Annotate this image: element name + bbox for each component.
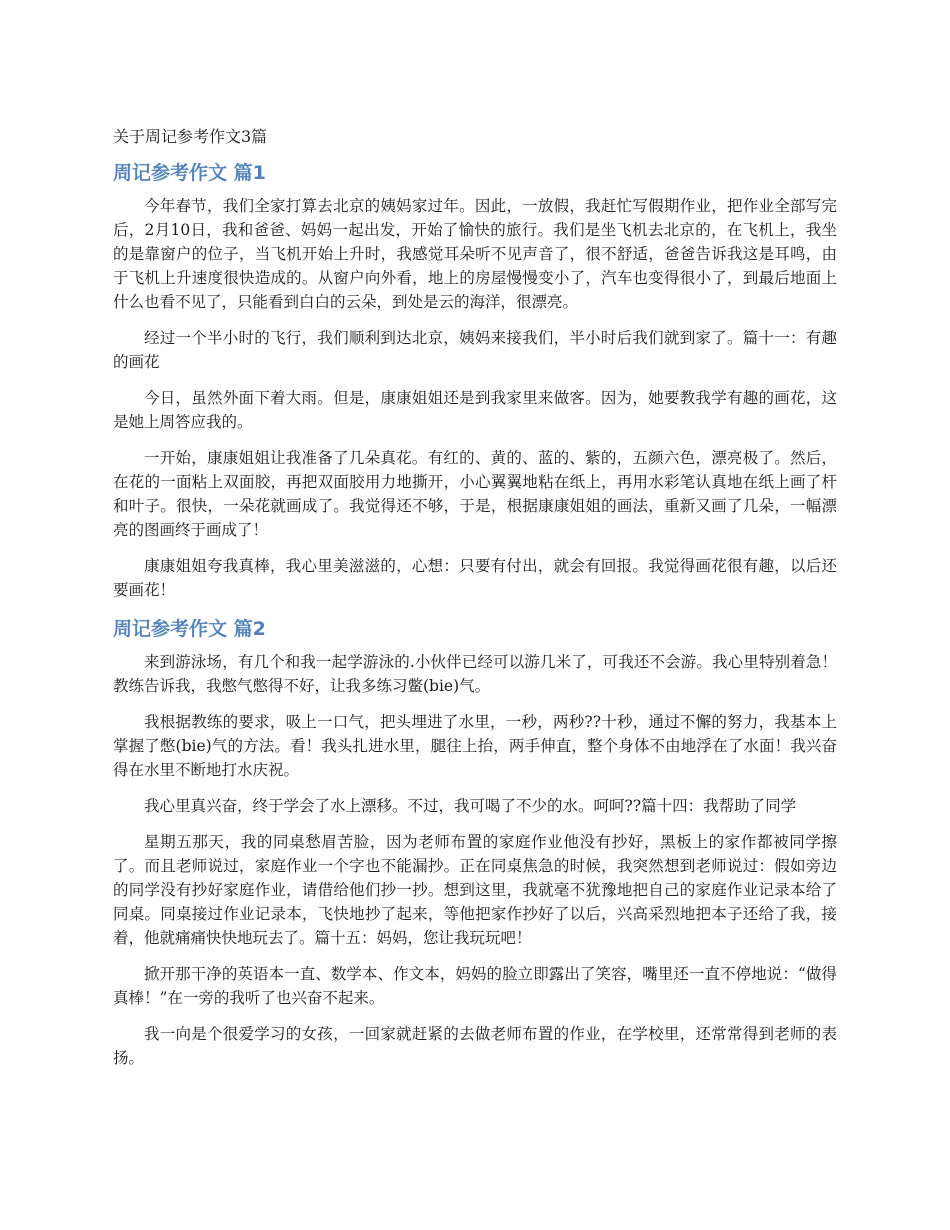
paragraph: 今日，虽然外面下着大雨。但是，康康姐姐还是到我家里来做客。因为，她要教我学有趣的画花，这是她上周答应我的。 — [113, 389, 837, 431]
section-heading: 周记参考作文 篇2 — [113, 618, 266, 640]
section-heading: 周记参考作文 篇1 — [113, 162, 266, 184]
document-page — [113, 124, 837, 1082]
paragraph: 今年春节，我们全家打算去北京的姨妈家过年。因此，一放假，我赶忙写假期作业，把作业全部写完后，2月10日，我和爸爸、妈妈一起出发，开始了愉快的旅行。我们是坐飞机去北京的，在飞机上，我坐的是靠窗户的位子，当飞机开始上升时，我感觉耳朵听不见声音了，很不舒适，爸爸告诉我这是耳鸣，由于飞机上升速度很快造成的。从窗户向外看，地上的房屋慢慢变小了，汽车也变得很小了，到最后地面上什么也看不见了，只能看到白白的云朵，到处是云的海洋，很漂亮。 — [113, 197, 837, 311]
paragraph: 一开始，康康姐姐让我准备了几朵真花。有红的、黄的、蓝的、紫的，五颜六色，漂亮极了。然后，在花的一面粘上双面胶，再把双面胶用力地撕开，小心翼翼地粘在纸上，再用水彩笔认真地在纸上画了杆和叶子。很快，一朵花就画成了。我觉得还不够，于是，根据康康姐姐的画法，重新又画了几朵，一幅漂亮的图画终于画成了！ — [113, 449, 837, 539]
paragraph: 掀开那干净的英语本一直、数学本、作文本，妈妈的脸立即露出了笑容，嘴里还一直不停地说：“做得真棒！”在一旁的我听了也兴奋不起来。 — [113, 965, 837, 1007]
document-title: 关于周记参考作文3篇 — [113, 127, 268, 146]
paragraph: 我一向是个很爱学习的女孩，一回家就赶紧的去做老师布置的作业，在学校里，还常常得到老师的表扬。 — [113, 1025, 837, 1067]
paragraph: 经过一个半小时的飞行，我们顺利到达北京，姨妈来接我们，半小时后我们就到家了。篇十一：有趣的画花 — [113, 329, 837, 371]
section-1 — [113, 158, 837, 602]
paragraph: 康康姐姐夸我真棒，我心里美滋滋的，心想：只要有付出，就会有回报。我觉得画花很有趣，以后还要画花！ — [113, 557, 837, 599]
paragraph: 星期五那天，我的同桌愁眉苦脸，因为老师布置的家庭作业他没有抄好，黑板上的家作都被同学擦了。而且老师说过，家庭作业一个字也不能漏抄。正在同桌焦急的时候，我突然想到老师说过：假如旁边的同学没有抄好家庭作业，请借给他们抄一抄。想到这里，我就毫不犹豫地把自己的家庭作业记录本给了同桌。同桌接过作业记录本，飞快地抄了起来，等他把家作抄好了以后，兴高采烈地把本子还给了我，接着，他就痛痛快快地玩去了。篇十五：妈妈，您让我玩玩吧！ — [113, 833, 837, 947]
section-2 — [113, 614, 837, 1070]
paragraph: 来到游泳场，有几个和我一起学游泳的.小伙伴已经可以游几米了，可我还不会游。我心里特别着急！教练告诉我，我憋气憋得不好，让我多练习鳖(bie)气。 — [113, 653, 837, 695]
paragraph: 我心里真兴奋，终于学会了水上漂移。不过，我可喝了不少的水。呵呵??篇十四：我帮助了同学 — [144, 797, 797, 815]
paragraph: 我根据教练的要求，吸上一口气，把头埋进了水里，一秒，两秒??十秒，通过不懈的努力，我基本上掌握了憋(bie)气的方法。看！我头扎进水里，腿往上抬，两手伸直，整个身体不由地浮在了水面！我兴奋得在水里不断地打水庆祝。 — [113, 713, 837, 779]
